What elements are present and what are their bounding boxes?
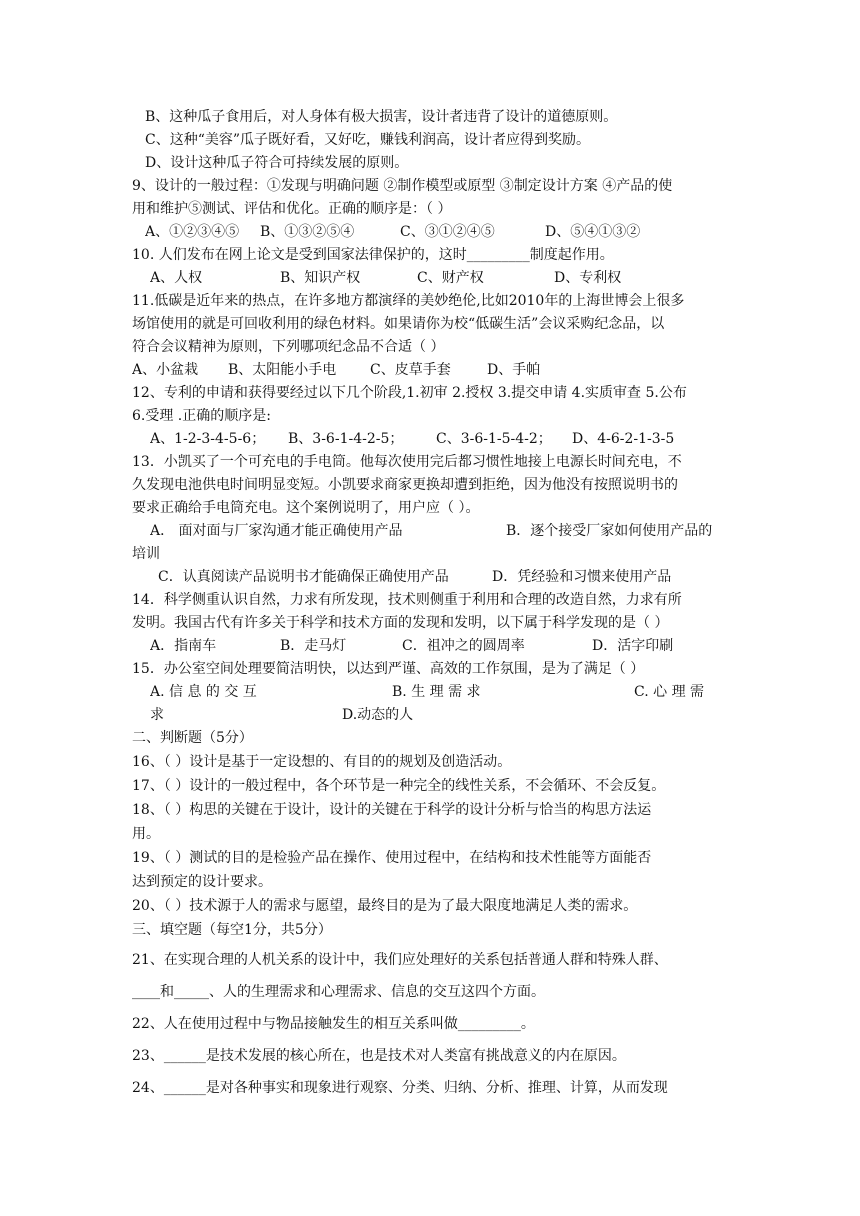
q9-option-d: D、⑤④①③② <box>545 224 641 240</box>
q13-options-ab <box>150 521 756 541</box>
q12-option-b: B、3-6-1-4-2-5； <box>288 431 404 447</box>
q9-option-a: A、①②③④⑤ <box>145 224 240 240</box>
q16: 16、（ ）设计是基于一定设想的、有目的的规划及创造活动。 <box>132 754 512 770</box>
q21-line2: ____和_____、人的生理需求和心理需求、信息的交互这四个方面。 <box>132 984 545 1000</box>
q18-line1: 18、（ ）构思的关键在于设计，设计的关键在于科学的设计分析与恰当的构思方法运 <box>132 802 652 818</box>
q11-stem-line1: 11.低碳是近年来的热点，在许多地方都演绎的美妙绝伦,比如2010年的上海世博会上很多 <box>132 293 685 309</box>
q8-option-c: C、这种“美容”瓜子既好看，又好吃，赚钱利润高，设计者应得到奖励。 <box>145 132 591 148</box>
q13-option-b-wrap: 培训 <box>132 546 160 562</box>
q23: 23、______是技术发展的核心所在，也是技术对人类富有挑战意义的内在原因。 <box>132 1048 626 1064</box>
q11-stem-line3: 符合会议精神为原则，下列哪项纪念品不合适（ ） <box>132 339 445 355</box>
q24: 24、______是对各种事实和现象进行观察、分类、归纳、分析、推理、计算，从而发现 <box>132 1080 668 1096</box>
section-3-heading: 三、填空题（每空1分，共5分） <box>132 922 332 938</box>
q13-stem-line2: 久发现电池供电时间明显变短。小凯要求商家更换却遭到拒绝，因为他没有按照说明书的 <box>132 477 678 493</box>
q10-options <box>150 268 756 288</box>
q12-option-a: A、1-2-3-4-5-6； <box>150 431 266 447</box>
q9-options <box>145 222 751 242</box>
q11-option-d: D、手帕 <box>487 362 541 378</box>
q19-line2: 达到预定的设计要求。 <box>132 874 272 890</box>
q13-stem-line1: 13．小凯买了一个可充电的手电筒。他每次使用完后都习惯性地接上电源长时间充电，不 <box>132 454 682 470</box>
q8-option-d: D、设计这种瓜子符合可持续发展的原则。 <box>145 155 409 171</box>
q11-option-b: B、太阳能小手电 <box>228 362 337 378</box>
q22: 22、人在使用过程中与物品接触发生的相互关系叫做_________。 <box>132 1016 535 1032</box>
q13-options-cd <box>158 567 764 587</box>
q12-stem-line1: 12、专利的申请和获得要经过以下几个阶段,1.初审 2.授权 3.提交申请 4.实质审查 5.公布 <box>132 385 687 401</box>
q10-option-c: C、财产权 <box>417 270 484 286</box>
q12-option-d: D、4-6-2-1-3-5 <box>572 431 675 447</box>
q18-line2: 用。 <box>132 826 160 842</box>
q15-stem: 15．办公室空间处理要简洁明快，以达到严谨、高效的工作氛围，是为了满足（ ） <box>132 661 645 677</box>
q15-option-a: A. 信 息 的 交 互 <box>150 684 257 700</box>
q13-option-c: C．认真阅读产品说明书才能确保正确使用产品 <box>158 569 449 585</box>
q14-options <box>150 636 756 656</box>
q14-stem-line1: 14．科学侧重认识自然，力求有所发现，技术则侧重于利用和合理的改造自然，力求有所 <box>132 592 682 608</box>
q14-option-b: B．走马灯 <box>280 638 347 654</box>
q14-option-d: D．活字印刷 <box>592 638 674 654</box>
q10-option-d: D、专利权 <box>554 270 622 286</box>
q15-options-abc <box>150 682 756 702</box>
q12-stem-line2: 6.受理 .正确的顺序是: <box>132 408 271 424</box>
q8-option-b: B、这种瓜子食用后，对人身体有极大损害，设计者违背了设计的道德原则。 <box>145 109 618 125</box>
q11-options <box>132 360 738 380</box>
q13-option-b: B．逐个接受厂家如何使用产品的 <box>506 523 713 539</box>
q14-option-a: A．指南车 <box>150 638 217 654</box>
q15-option-c-wrap: 求 <box>150 707 164 723</box>
q15-option-d: D.动态的人 <box>342 707 414 723</box>
q9-option-c: C、③①②④⑤ <box>400 224 495 240</box>
q12-option-c: C、3-6-1-5-4-2； <box>436 431 552 447</box>
q10-option-a: A、人权 <box>150 270 203 286</box>
q14-option-c: C．祖冲之的圆周率 <box>402 638 525 654</box>
q17: 17、（ ）设计的一般过程中，各个环节是一种完全的线性关系，不会循环、不会反复。 <box>132 778 666 794</box>
q11-option-c: C、皮草手套 <box>370 362 451 378</box>
q9-stem-line1: 9、设计的一般过程：①发现与明确问题 ②制作模型或原型 ③制定设计方案 ④产品的使 <box>132 178 673 194</box>
q14-stem-line2: 发明。我国古代有许多关于科学和技术方面的发现和发明，以下属于科学发现的是（ ） <box>132 615 669 631</box>
q13-option-d: D．凭经验和习惯来使用产品 <box>492 569 672 585</box>
q20: 20、（ ）技术源于人的需求与愿望，最终目的是为了最大限度地满足人类的需求。 <box>132 898 638 914</box>
q19-line1: 19、（ ）测试的目的是检验产品在操作、使用过程中，在结构和技术性能等方面能否 <box>132 850 652 866</box>
q9-stem-line2: 用和维护⑤测试、评估和优化。正确的顺序是：（ ） <box>132 201 452 217</box>
q15-options-d <box>150 705 756 725</box>
q15-option-b: B. 生 理 需 求 <box>392 684 481 700</box>
q15-option-c: C. 心 理 需 <box>634 684 705 700</box>
q11-stem-line2: 场馆使用的就是可回收利用的绿色材料。如果请你为校“低碳生活”会议采购纪念品，以 <box>132 316 665 332</box>
q12-options <box>150 429 756 449</box>
q13-option-a: A． 面对面与厂家沟通才能正确使用产品 <box>150 523 403 539</box>
section-2-heading: 二、判断题（5分） <box>132 730 253 746</box>
q11-option-a: A、小盆栽 <box>132 362 199 378</box>
q21-line1: 21、在实现合理的人机关系的设计中，我们应处理好的关系包括普通人群和特殊人群、 <box>132 952 668 968</box>
q13-stem-line3: 要求正确给手电筒充电。这个案例说明了，用户应（ ）。 <box>132 500 480 516</box>
q10-option-b: B、知识产权 <box>280 270 361 286</box>
q9-option-b: B、①③②⑤④ <box>260 224 355 240</box>
q10-stem: 10. 人们发布在网上论文是受到国家法律保护的，这时_________制度起作用。 <box>132 247 614 263</box>
